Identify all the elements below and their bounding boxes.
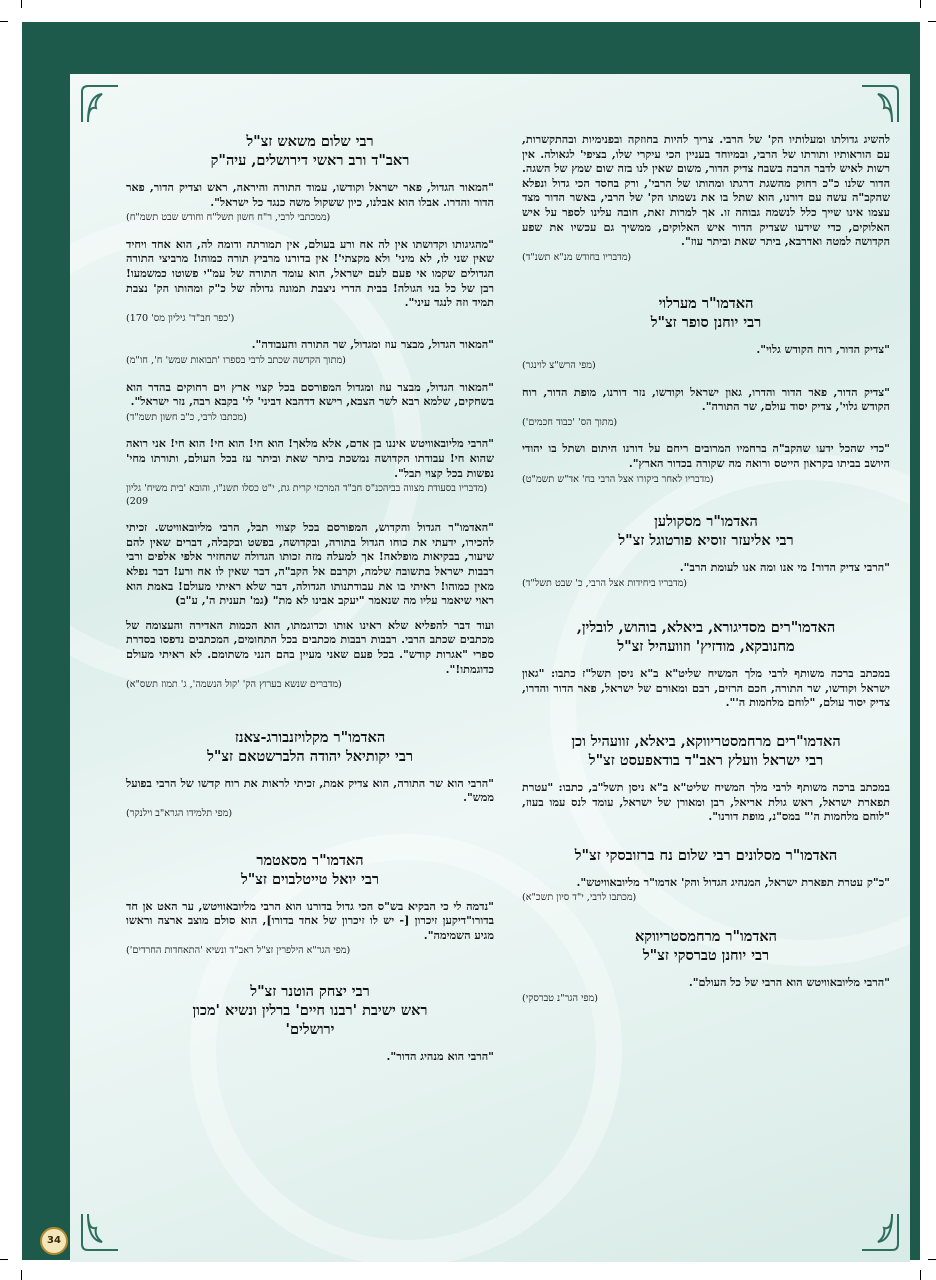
section-rachmastrivka-biala (522, 732, 890, 824)
source: (מכתבו לרבי, י"ד סיון תשכ"א) (522, 892, 637, 904)
ornament-top-left-icon (78, 82, 122, 126)
crop-mark-bottom-right (928, 1259, 936, 1260)
quote: "צדיק הדור, רוח הקודש גלוי". (756, 342, 890, 357)
section-title: האדמו"רים מסדיגורא, ביאלא, בוהוש, לובלין, מחנובקא, מודזיץ' וזוועהיל זצ"ל (576, 619, 836, 656)
quote: במכתב ברכה משותף לרבי מלך המשיח שליט"א ב"א ניסן תשל"ב, כתבו: "עטרת תפארת ישראל, ראש גולת אריאל, רבן ומאורן של ישראל, עומד לנס עמו בעוז, "לוחם מלחמות ה'" במס"נ, מופת דורנו". (522, 780, 890, 824)
section-klausenburg (126, 728, 494, 821)
source: (מתוך הס' 'כבוד חכמים') (522, 416, 618, 428)
section-sadigura (522, 618, 890, 710)
crop-mark-top-right-v (920, 0, 921, 8)
source: (מכתבו לרבי, כ"ב חשון תשמ"ד) (126, 411, 247, 423)
source: (מדבריו בחודש מנ"א תשנ"ד) (522, 251, 632, 263)
quote: "צדיק הדור, פאר הדור והדרו, גאון ישראל וקודשו, נזר דורנו, מופת הדור, רוח הקודש גלוי', צדיק יסוד עולם, שר התורה". (522, 384, 890, 414)
quote: "כ"ק עטרת תפארת ישראל, המנהיג הגדול והק' אדמו"ר מליובאוויטש". (576, 874, 890, 889)
quote: "הרבי מליובאוויטש הוא הרבי של כל העולם". (688, 975, 890, 990)
source: (מתוך הקדשה שכתב לרבי בספרו 'תבואות שמש' ח', חו"מ) (126, 354, 346, 366)
quote: "מהגיגותו וקדושתו אין לה אח ורע בעולם, אין תמורתה ודומה לה, הוא אחד ויחיד שאין שני לו, לא מיני' ולא מקצתי'! אין בדורנו מרביץ תורה כמוהו! מרביצי התורה הגדולים שקמו אי פעם לעם ישראל, הוא עומד התורה של עמ"י פשוטו כמשמעו! רבן של כל בני הגולה! בבית הדרי ניצבת תמונה גדולה של כ"ק ומהותו הק' נצבת תמיד וזה לנגד עיני". (126, 236, 494, 310)
quote: "הרבי הוא מנהיג הדור". (386, 1048, 494, 1063)
section-satmar (126, 851, 494, 958)
source: (מפי הגר"נ טברסקי) (522, 992, 598, 1004)
section-title: האדמו"ר מקלויזנבורג-צאנז רבי יקותיאל יהודה הלברשטאם זצ"ל (207, 728, 413, 765)
section-title: האדמו"ר מסקולען רבי אליעזר זוסיא פורטוגל זצ"ל (618, 513, 794, 550)
page-number: 34 (40, 1227, 68, 1255)
right-column (522, 132, 890, 1025)
quote: "המאור הגדול, מבצר עוז ומגדול, שר התורה והעבודה". (251, 337, 494, 352)
section-title: האדמו"ר מסלונים רבי שלום נח ברזובסקי זצ"ל (574, 846, 838, 864)
section-title: האדמו"רים מרחמסטריווקא, ביאלא, זוועהיל וכן רבי ישראל וועלץ ראב"ד בודאפעסט זצ"ל (571, 733, 841, 770)
section-title: רבי יצחק הוטנר זצ"ל ראש ישיבת 'רבנו חיים' ברלין ונשיא 'מכון ירושלים' (192, 982, 428, 1038)
quote: ועוד דבר להפליא שלא ראינו אותו וכדוגמתו, הוא הכמות האדירה והעצומה של מכתבים שכתב הרבי. רבבות רבבות מכתבים בכל התחומים, המכתבים נדפסו בסדרת ספרי "אגרות קודש". בכל פעם שאני מעיין בהם הנני משתומם. לא ראיתי מעולם כדוגמתו!". (126, 617, 494, 676)
content-panel (70, 74, 910, 1262)
ornament-bottom-right-icon (858, 1210, 902, 1254)
quote: "הרבי מליובאוויטש איננו בן אדם, אלא מלאך! הוא חי! הוא חי! הוא חי! אני רואה שהוא חי! עבודתו הקדושה נמשכת ביתר שאת וביתר עז בכל העולם, ותורתו מחי' נפשות בכל קצוי תבל". (126, 436, 494, 480)
source: ('כפר חב"ד' גיליון מס' 170) (126, 312, 235, 324)
ornament-top-right-icon (858, 82, 902, 126)
crop-mark-bottom-left (0, 1259, 8, 1260)
crop-mark-top-left (0, 21, 8, 22)
section-erloi (522, 294, 890, 486)
quote: להשיג גדולתו ומעלותיו הק' של הרבי. צריך להיות בחוזקה ובפנימיות ובהתקשרות, עם הוראותיו ותורתו של הרבי, ובמיוחד בעניין הכי עיקרי שלו, בציפי' לגאולה. אין רשות לאיש לדבר הרבה בשבח צדיק הדור, משום שאין לנו בזה שום שמץ של השגה. הדור שלנו כ"כ רחוק מהשגת דרגתו ומהותו של הרבי', ורק בחסד הכי גדול ונפלא שהקב"ה עשה עם דורנו, הוא שתל בו את נשמתו הק' של הרבי, באשר הדור מצד עצמו אינו שייך כלל לנשמה גבוהה זו. אך למרות זאת, חובה עלינו לספר על איש האלוקים, כדי שידעו שצדיק הדור איש האלוקים, ממשיך גם עכשיו את שפע הקדושה למטה ואדרבא, ביתר שאת וביתר עוז". (522, 132, 890, 249)
page-frame (22, 22, 920, 1260)
quote: "הרבי הוא שר התורה, הוא צדיק אמת, זכיתי לראות את רוח קדשו של הרבי בפועל ממש". (126, 775, 494, 805)
quote: "נדמה לי כי הבקיא בש"ס הכי גדול בדורנו הוא הרבי מליובאוויטש, ער האט אן חד בדורו"דיקען זיכרון [- יש לו זיכרון של אחד בדורו], הוא סולם מוצב ארצה וראשו מגיע השמימה". (126, 898, 494, 942)
quote: "כדי שהכל ידעו שהקב"ה ברחמיו המרובים ריחם על דורנו היתום ושתל בו יהודי היושב בביתו בקראון הייטס ורואה מה שקורה בכדור הארץ". (522, 441, 890, 470)
source: (מפי תלמידו הגרא"ב וילנקר) (126, 808, 233, 819)
quote: "המאור הגדול, מבצר עוז ומגדול המפורסם בכל קצוי ארץ וים רחוקים בהדר הוא בשחקים, שלמא רבא לשר הצבא, רישא דדהבא דביני' לי' בקבא רבה, נזר ישראל". (126, 379, 494, 409)
crop-mark-top-left-v (21, 0, 22, 8)
section-title: האדמו"ר מסאטמר רבי יואל טייטלבוים זצ"ל (240, 851, 380, 888)
section-skulen (522, 512, 890, 590)
section-title: רבי שלום משאש זצ"ל ראב"ד ורב ראשי דירושלים, עיה"ק (210, 133, 410, 169)
section-slonim (522, 846, 890, 905)
source: (ממכתבי לרבי, ר"ח חשון תשל"ח וחודש שבט תשמ"ח) (126, 212, 331, 224)
section-title: האדמו"ר מערלוי רבי יוחנן סופר זצ"ל (650, 295, 762, 332)
section-intro-continued (522, 132, 890, 264)
source: (מדבריו בסעודת מצווה בביהכנ"ס חב"ד המרכזי קרית גת, י"ט כסלו תשנ"ו, והובא 'בית משיח' גליון 209) (126, 483, 488, 507)
source: (מדבריו ביחידות אצל הרבי, כ' שבט תשל"ד) (522, 577, 688, 589)
crop-mark-bottom-right-v (920, 1270, 921, 1280)
section-hutner (126, 982, 494, 1064)
source: (מדברים שנשא בערוץ הק' 'קול הנשמה', ג' תמוז תשס"א) (126, 679, 342, 691)
source: (מפי הגר"א הילפרין זצ"ל ראב"ד ונשיא 'התאחדות החרדים') (126, 945, 351, 957)
section-rachmastrivka (522, 927, 890, 1005)
section-mashash (126, 132, 494, 692)
quote: "הרבי צדיק הדור! מי אנו ומה אנו לעומת הרב". (679, 560, 890, 575)
source: (מפי הרש"צ לוינגר) (522, 359, 596, 371)
section-title: האדמו"ר מרחמסטריווקא רבי יוחנן טברסקי זצ"ל (635, 928, 777, 965)
quote: במכתב ברכה משותף לרבי מלך המשיח שליט"א ב"א ניסן תשל"ז כתבו: "גאון ישראל וקודשו, שר התורה, חכם הרזים, רבם ומאורם של ישראל, פאר הדור והדרו, צדיק יסוד עולם, "לוחם מלחמות ה'". (522, 666, 890, 710)
crop-mark-top-right (928, 21, 936, 22)
crop-mark-bottom-left-v (21, 1270, 22, 1280)
quote: "המאור הגדול, פאר ישראל וקודשו, עמוד התורה והיראה, ראש וצדיק הדור, פאר הדור והדרו. אבלו הוא אבלנו, כיון ששקול משה כנגד כל ישראל". (126, 180, 494, 209)
left-column (126, 132, 494, 1084)
ornament-bottom-left-icon (78, 1210, 122, 1254)
quote: "האדמו"ר הגדול והקדוש, המפורסם בכל קצווי תבל, הרבי מליובאוויטש. זכיתי להכירו, ידעתי את כוחו הגדול בתורה, ובקדושה, בפשט ובקבלה, דברים שאין להם שיעור, בבקיאות מופלאה! אך למעלה מזה זכותו הגדולה שהחזיר אלפי אלפים ורבי רבבות ישראל בתשובה שלמה, וקרבם אל הקב"ה, דבר שאין לו אח ורע! דבר נפלא מאין כמוהו! ראיתי בו את עבודתנותו הגדולה, דבר שלא ראיתי מעולם! באמת הוא ראוי שיאמר עליו מה שנאמר "יעקב אבינו לא מת" (גמ' תענית ה', ע"ב) (126, 520, 494, 608)
source: (מדבריו לאחר ביקורו אצל הרבי בח' אד"ש תשמ"ט) (522, 473, 714, 485)
